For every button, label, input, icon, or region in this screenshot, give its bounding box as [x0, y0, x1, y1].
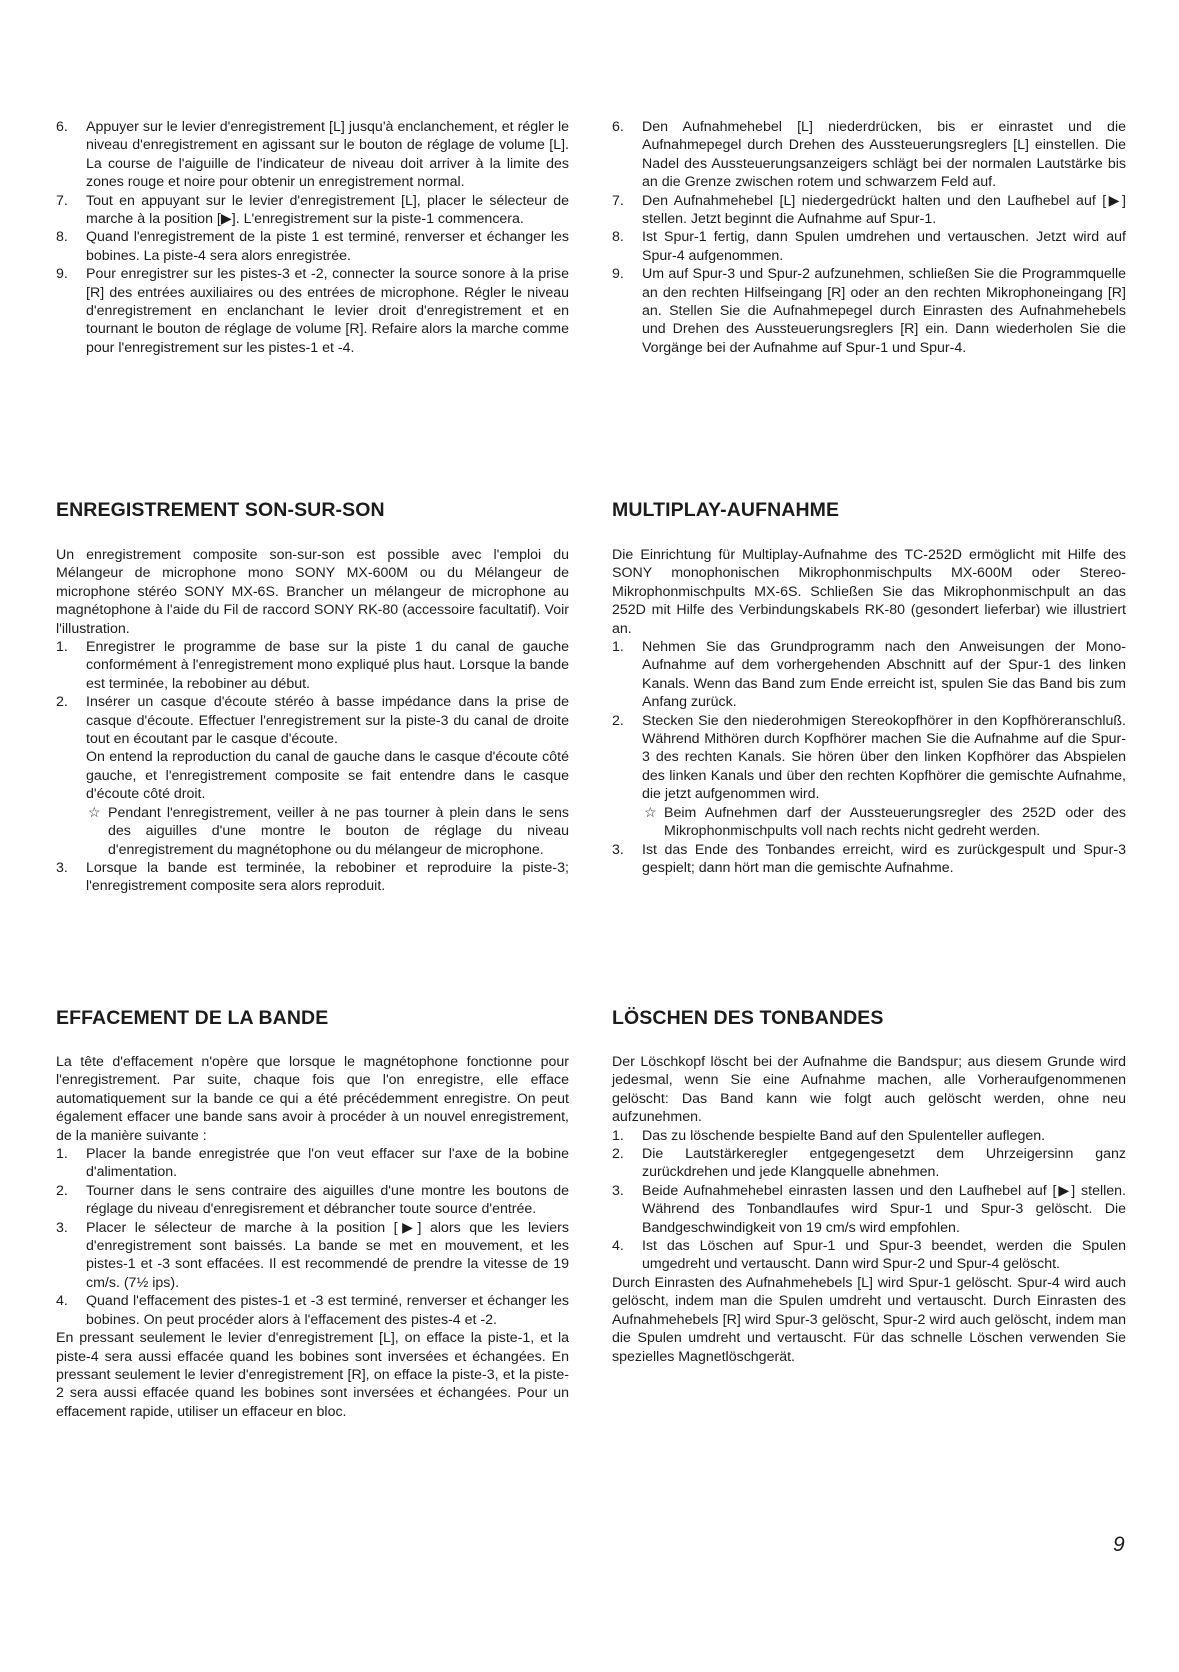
list-item: 3. Placer le sélecteur de marche à la position [▶] alors que les leviers d'enregistrement sont baissés. La bande se met en mouvement, et les pistes-1 et -3 sont effacées. Il est recommendé de prendre la vitesse de 19 cm/s. (7½ ips). [56, 1219, 569, 1291]
note: ☆ Beim Aufnehmen darf der Aussteuerungsregler des 252D oder des Mikrophonmischpults voll nach rechts nicht gedreht werden. [644, 804, 1126, 840]
list-item: 7. Tout en appuyant sur le levier d'enregistrement [L], placer le sélecteur de marche à la position [▶]. L'enregistrement sur la piste-1 commencera. [56, 192, 569, 228]
note: ☆ Pendant l'enregistrement, veiller à ne pas tourner à plein dans le sens des aiguilles d'une montre le bouton de réglage du niveau d'enregistrement du magnétophone ou du mélangeur de microphone. [88, 804, 569, 858]
left-top-list [56, 118, 569, 357]
section-heading: LÖSCHEN DES TONBANDES [612, 1007, 884, 1029]
right-column [612, 0, 1126, 1672]
list-item: 7. Den Aufnahmehebel [L] niedergedrückt halten und den Laufhebel auf [▶] stellen. Jetzt beginnt die Aufnahme auf Spur-1. [612, 192, 1126, 228]
list-item: 6. Den Aufnahmehebel [L] niederdrücken, bis er einrastet und die Aufnahmepegel durch Drehen des Aussteuerungsreglers [L] einstellen. Die Nadel des Aussteuerungsanzeigers schlägt bei der normalen Lautstärke bis an die Grenze zwischen rotem und schwarzem Feld auf. [612, 119, 1126, 191]
section-intro: La tête d'effacement n'opère que lorsque le magnétophone fonctionne pour l'enregistrement. Par suite, chaque fois que l'on enregistre, elle efface automatiquement sur la bande ce qui a été précédemment enregistre. On peut également effacer une bande sans avoir à procéder à un nouvel enregistrement, de la manière suivante : [56, 1054, 569, 1144]
list-item: 1. Nehmen Sie das Grundprogramm nach den Anweisungen der Mono-Aufnahme auf dem vorhergehenden Abschnitt auf der Spur-1 des linken Kanals. Wenn das Band zum Ende erreicht ist, spulen Sie das Band bis zum Anfang zurück. [612, 639, 1126, 711]
section-body [612, 1053, 1126, 1366]
section-outro: En pressant seulement le levier d'enregistrement [L], on efface la piste-1, et la piste-4 sera aussi effacée quand les bobines sont inversées et échangées. En pressant seulement le levier d'enregistrement [R], on efface la piste-3, et la piste-2 sera aussi effacée quand les bobines sont inversées et échangées. Pour un effacement rapide, utiliser un effaceur en bloc. [56, 1330, 569, 1420]
list-item: 4. Quand l'effacement des pistes-1 et -3 est terminé, renverser et échanger les bobines. On peut procéder alors à l'effacement des pistes-4 et -2. [56, 1293, 569, 1328]
star-icon: ☆ [644, 804, 657, 821]
list-item: 3. Lorsque la bande est terminée, la rebobiner et reproduire la piste-3; l'enregistrement composite sera alors reproduit. [56, 859, 569, 895]
section-body [56, 1053, 569, 1421]
list-item: 6. Appuyer sur le levier d'enregistrement [L] jusqu'à enclanchement, et régler le niveau d'enregistrement en agissant sur le bouton de réglage de volume [L]. La course de l'aiguille de l'indicateur de niveau doit arriver à la limite des zones rouge et noire pour obtenir un enregistrement normal. [56, 119, 569, 191]
section-heading: ENREGISTREMENT SON-SUR-SON [56, 499, 385, 521]
list-item: 1. Enregistrer le programme de base sur la piste 1 du canal de gauche conformément à l'enregistrement mono expliqué plus haut. Lorsque la bande est terminée, la rebobiner au début. [56, 639, 569, 692]
list-item: 2. Tourner dans le sens contraire des aiguilles d'une montre les boutons de réglage du niveau d'enregisrement et débrancher toute source d'entrée. [56, 1182, 569, 1218]
list-item: 8. Quand l'enregistrement de la piste 1 est terminé, renverser et échanger les bobines. La piste-4 sera alors enregistrée. [56, 229, 569, 264]
right-top-list [612, 118, 1126, 357]
list-item: 2. Insérer un casque d'écoute stéréo à basse impédance dans la prise de casque d'écoute. Effectuer l'enregistrement sur la piste-3 du canal de droite tout en écoutant par le casque d'écoute. On entend la reproduction du canal de gauche dans le casque d'écoute côté gauche, et l'enregistrement composite se fait entendre dans le casque d'écoute côté droit. ☆ Pendant l'enregistrement, veiller à ne pas tourner à plein dans le sens des aiguilles d'une montre le bouton de réglage du niveau d'enregistrement du magnétophone ou du mélangeur de microphone. [56, 694, 569, 858]
list-item: 2. Die Lautstärkeregler entgegengesetzt dem Uhrzeigersinn ganz zurückdrehen und jede Klangquelle abnehmen. [612, 1146, 1126, 1181]
section-intro: Der Löschkopf löscht bei der Aufnahme die Bandspur; aus diesem Grunde wird jedesmal, wenn Sie eine Aufnahme machen, alle Vorheraufgenommenen gelöscht: Das Band kann wie folgt auch gelöscht werden, ohne neu aufzunehmen. [612, 1054, 1126, 1126]
list-item: 4. Ist das Löschen auf Spur-1 und Spur-3 beendet, werden die Spulen umgedreht und vertauscht. Dann wird Spur-2 und Spur-4 gelöscht. [612, 1238, 1126, 1273]
list-item: 1. Das zu löschende bespielte Band auf den Spulenteller auflegen. [612, 1127, 1046, 1144]
section-heading: EFFACEMENT DE LA BANDE [56, 1007, 329, 1029]
section-outro: Durch Einrasten des Aufnahmehebels [L] wird Spur-1 gelöscht. Spur-4 wird auch gelöscht, indem man die Spulen umdreht und vertauscht. Durch Einrasten des Aufnahmehebels [R] wird Spur-3 gelöscht, Spur-2 wird auch gelöscht, indem man die Spulen umdreht und vertauscht. Für das schnelle Löschen verwenden Sie spezielles Magnetlöschgerät. [612, 1274, 1126, 1365]
section-intro: Un enregistrement composite son-sur-son est possible avec l'emploi du Mélangeur de microphone mono SONY MX-600M ou du Mélangeur de microphone stéréo SONY MX-6S. Brancher un mélangeur de microphone au magnétophone à l'aide du Fil de raccord SONY RK-80 (accessoire facultatif). Voir l'illustration. [56, 547, 569, 637]
section-intro: Die Einrichtung für Multiplay-Aufnahme des TC-252D ermöglicht mit Hilfe des SONY monophonischen Mikrophonmischpults MX-600M oder Stereo-Mikrophonmischpults MX-6S. Schließen Sie das Mikrophonmischpult an das 252D mit Hilfe des Verbindungskabels RK-80 (gesondert lieferbar) wie illustriert an. [612, 547, 1126, 637]
star-icon: ☆ [88, 804, 101, 821]
section-body [612, 546, 1126, 877]
section-body [56, 546, 569, 896]
list-item: 9. Pour enregistrer sur les pistes-3 et -2, connecter la source sonore à la prise [R] des entrées auxiliaires ou des entrées de microphone. Régler le niveau d'enregistrement en enclanchant le levier droit d'enregistrement et en tournant le bouton de réglage de volume [R]. Refaire alors la marche comme pour l'enregistrement sur les pistes-1 et -4. [56, 266, 569, 356]
list-item: 8. Ist Spur-1 fertig, dann Spulen umdrehen und vertauschen. Jetzt wird auf Spur-4 aufgenommen. [612, 229, 1126, 264]
list-item: 9. Um auf Spur-3 und Spur-2 aufzunehmen, schließen Sie die Programmquelle an den rechten Hilfseingang [R] oder an den rechten Mikrophoneingang [R] an. Stellen Sie die Aufnahmepegel durch Einrasten des Aufnahmehebels und Drehen des Aussteuerungsreglers [R] ein. Dann wiederholen Sie die Vorgänge bei der Aufnahme auf Spur-1 und Spur-4. [612, 266, 1126, 356]
page-number: 9 [1113, 1533, 1125, 1556]
list-item: 2. Stecken Sie den niederohmigen Stereokopfhörer in den Kopfhöreranschluß. Während Mithören durch Kopfhörer machen Sie die Aufnahme auf die Spur-3 des rechten Kanals. Sie hören über den linken Kopfhörer das Abspielen des linken Kanals und über den rechten Kopfhörer die gemischte Aufnahme, die jetzt aufgenommen wird. ☆ Beim Aufnehmen darf der Aussteuerungsregler des 252D oder des Mikrophonmischpults voll nach rechts nicht gedreht werden. [612, 712, 1126, 840]
section-heading: MULTIPLAY-AUFNAHME [612, 499, 840, 521]
list-item: 3. Beide Aufnahmehebel einrasten lassen und den Laufhebel auf [▶] stellen. Während des Tonbandlaufes wird Spur-1 und Spur-3 gelöscht. Die Bandgeschwindigkeit von 19 cm/s wird empfohlen. [612, 1182, 1126, 1236]
list-item: 1. Placer la bande enregistrée que l'on veut effacer sur l'axe de la bobine d'alimentation. [56, 1146, 569, 1181]
list-item: 3. Ist das Ende des Tonbandes erreicht, wird es zurückgespult und Spur-3 gespielt; dann hört man die gemischte Aufnahme. [612, 841, 1126, 876]
list-item-continuation: On entend la reproduction du canal de gauche dans le casque d'écoute côté gauche, et l'enregistrement composite se fait entendre dans le casque d'écoute côté droit. [86, 749, 569, 803]
left-column [56, 0, 569, 1672]
